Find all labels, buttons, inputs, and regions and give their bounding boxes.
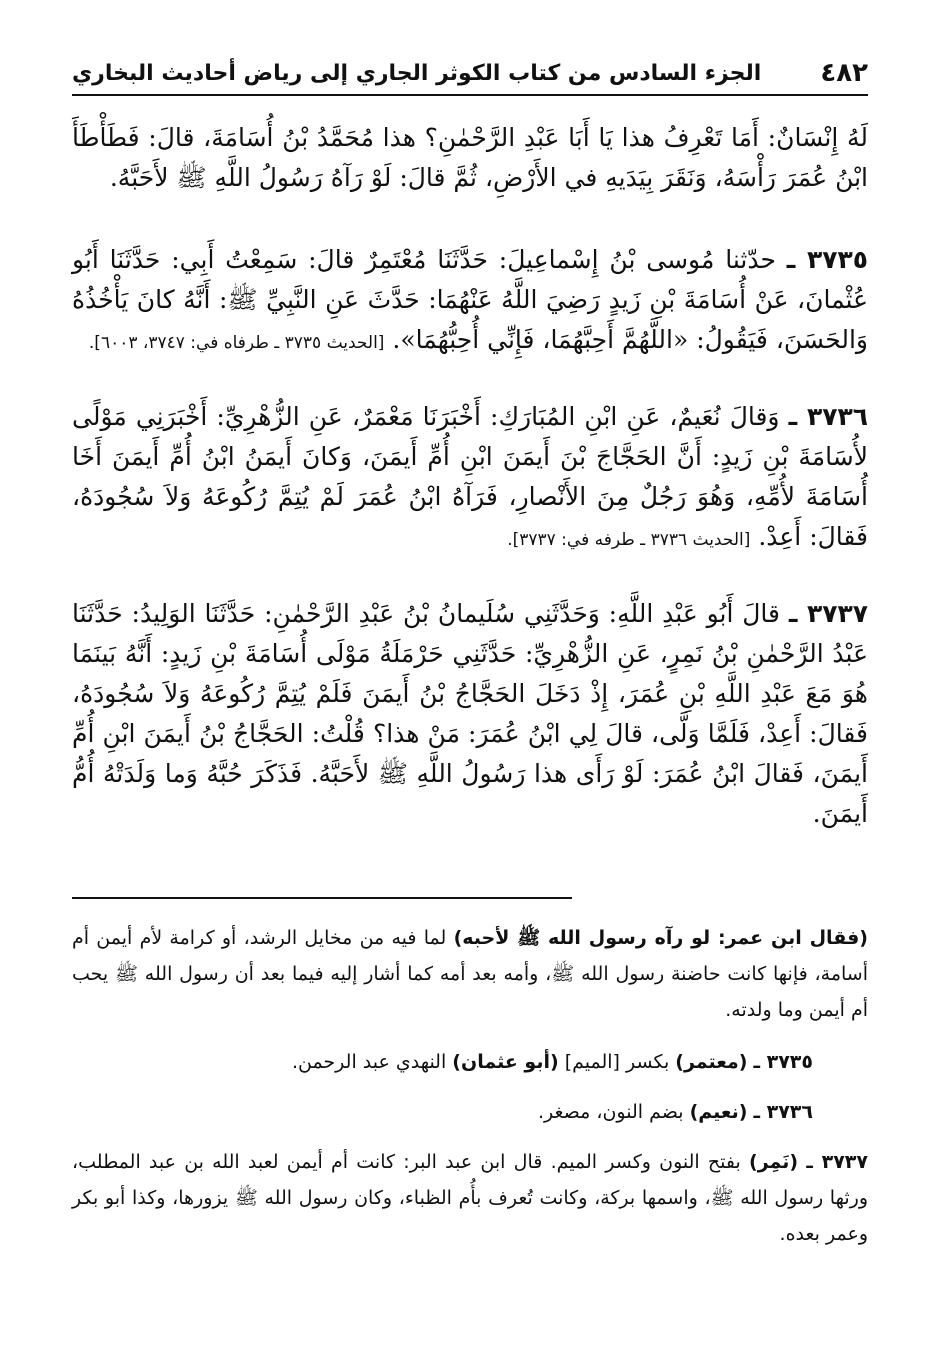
page-header [72, 52, 868, 96]
note-number: ٣٧٣٧ ـ [806, 1151, 868, 1173]
commentary-note-3735 [72, 1044, 868, 1080]
running-title: الجزء السادس من كتاب الكوثر الجاري إلى رياض أحاديث البخاري [72, 60, 762, 86]
commentary-note-3736 [72, 1094, 868, 1130]
note-text: بفتح النون وكسر الميم. قال ابن عبد البر: كانت أم أيمن لعبد الله بن عبد المطلب، ورثها رسول الله ﷺ، واسمها بركة، وكانت تُعرف بأُم الظباء، وكان رسول الله ﷺ يزورها، وكذا أبو بكر وعمر بعده. [72, 1151, 868, 1245]
hadith-number: ٣٧٣٦ ـ [788, 402, 869, 431]
hadith-reference: [الحديث ٣٧٣٦ ـ طرفه في: ٣٧٣٧]. [507, 530, 751, 550]
quoted-word: (نَمِر) [749, 1151, 799, 1173]
hadith-3737 [72, 594, 868, 834]
hadith-text: قالَ أَبُو عَبْدِ اللَّهِ: وَحَدَّثَنِي سُلَيمانُ بْنُ عَبْدِ الرَّحْمٰنِ: حَدَّثَنَا الوَلِيدُ: حَدَّثَنَا عَبْدُ الرَّحْمٰنِ بْنُ نَمِرٍ، عَنِ الزُّهْرِيِّ: حَدَّثَنِي حَرْمَلَةُ مَوْلَى أُسَامَةَ بْنِ زَيدٍ: أَنَّهُ بَينَمَا هُوَ مَعَ عَبْدِ اللَّهِ بْنِ عُمَرَ، إِذْ دَخَلَ الحَجَّاجُ بْنُ أَيمَنَ فَلَمْ يُتِمَّ رُكُوعَهُ وَلاَ سُجُودَهُ، فَقالَ: أَعِدْ، فَلَمَّا وَلَّى، قالَ لِي ابْنُ عُمَرَ: مَنْ هذا؟ قُلْتُ: الحَجَّاجُ بْنُ أَيمَنَ ابْنِ أُمِّ أَيمَنَ، فَقالَ ابْنُ عُمَرَ: لَوْ رَأَى هذا رَسُولُ اللَّهِ ﷺ لأَحَبَّهُ. فَذَكَرَ حُبَّهُ وَما وَلَدَتْهُ أُمُّ أَيمَنَ. [72, 599, 868, 828]
main-text [72, 118, 868, 868]
hadith-text: وَقالَ نُعَيمٌ، عَنِ ابْنِ المُبَارَكِ: أَخْبَرَنَا مَعْمَرٌ، عَنِ الزُّهْرِيِّ: أَخْبَرَنِي مَوْلًى لأُسَامَةَ بْنِ زَيدٍ: أَنَّ الحَجَّاجَ بْنَ أَيمَنَ ابْنِ أُمِّ أَيمَنَ، وَكانَ أَيمَنُ ابْنُ أُمِّ أَيمَنَ أَخَا أُسَامَةَ لأُمِّهِ، وَهُوَ رَجُلٌ مِنَ الأَنْصارِ، فَرَآهُ ابْنُ عُمَرَ لَمْ يُتِمَّ رُكُوعَهُ وَلاَ سُجُودَهُ، فَقالَ: أَعِدْ. [72, 402, 868, 551]
hadith-reference: [الحديث ٣٧٣٥ ـ طرفاه في: ٣٧٤٧، ٦٠٠٣]. [88, 333, 385, 353]
quoted-phrase: (فقال ابن عمر: لو رآه رسول الله ﷺ لأحبه) [453, 927, 868, 949]
hadith-number: ٣٧٣٧ ـ [788, 599, 869, 628]
commentary [72, 920, 868, 1268]
quoted-word: (نعيم) [689, 1101, 748, 1123]
footnote-divider [72, 897, 572, 899]
hadith-number: ٣٧٣٥ ـ [786, 245, 868, 274]
quoted-word: (معتمر) [675, 1051, 748, 1073]
commentary-note-3737 [72, 1144, 868, 1252]
note-text: بضم النون، مصغر. [537, 1101, 684, 1123]
commentary-note [72, 920, 868, 1028]
note-text: النهدي عبد الرحمن. [291, 1051, 447, 1073]
note-number: ٣٧٣٥ ـ [753, 1051, 813, 1073]
note-text: لما فيه من مخايل الرشد، أو كرامة لأم أيمن أم أسامة، فإنها كانت حاضنة رسول الله ﷺ، وأمه بعد أمه كما أشار إليه فيما بعد أن رسول الله ﷺ يحب أم أيمن وما ولدته. [72, 927, 868, 1021]
page-number: ٤٨٢ [820, 58, 868, 88]
hadith-text: حدّثنا مُوسى بْنُ إِسْماعِيلَ: حَدَّثَنَا مُعْتَمِرٌ قالَ: سَمِعْتُ أَبِي: حَدَّثَنَا أَبُو عُثْمانَ، عَنْ أُسَامَةَ بْنِ زَيدٍ رَضِيَ اللَّهُ عَنْهُمَا: حَدَّثَ عَنِ النَّبِيِّ ﷺ: أَنَّهُ كانَ يَأْخُذُهُ وَالحَسَنَ، فَيَقُولُ: «اللَّهُمَّ أَحِبَّهُمَا، فَإِنِّي أُحِبُّهُمَا». [72, 245, 868, 354]
note-number: ٣٧٣٦ ـ [753, 1101, 813, 1123]
hadith-3735 [72, 240, 868, 363]
continuation-paragraph [72, 118, 868, 198]
quoted-word: (أبو عثمان) [452, 1051, 559, 1073]
paragraph-text: لَهُ إِنْسَانٌ: أَمَا تَعْرِفُ هذا يَا أَبَا عَبْدِ الرَّحْمٰنِ؟ هذا مُحَمَّدُ بْنُ أُسَامَةَ، قالَ: فَطَأْطَأَ ابْنُ عُمَرَ رَأْسَهُ، وَنَقَرَ بِيَدَيهِ في الأَرْضِ، ثُمَّ قالَ: لَوْ رَآهُ رَسُولُ اللَّهِ ﷺ لأَحَبَّهُ. [72, 123, 868, 192]
hadith-3736 [72, 397, 868, 560]
note-text: بكسر [الميم] [564, 1051, 670, 1073]
